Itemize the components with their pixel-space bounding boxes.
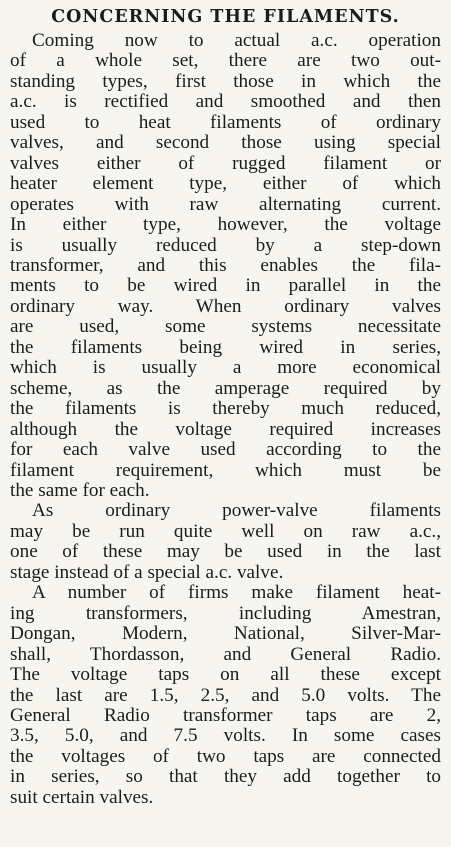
article-line: suit certain valves. xyxy=(10,787,154,808)
article-line: scheme, as the amperage required by xyxy=(10,378,441,399)
article-line: ing transformers, including Amestran, xyxy=(10,603,441,624)
article-line: shall, Thordasson, and General Radio. xyxy=(10,644,441,665)
article-line: heater element type, either of which xyxy=(10,174,441,195)
article-line: although the voltage required increases xyxy=(10,419,441,440)
article-line: used to heat filaments of ordinary xyxy=(10,112,441,133)
article-line: the same for each. xyxy=(10,480,150,501)
article-line: may be run quite well on raw a.c., xyxy=(10,521,441,542)
article-line: the voltages of two taps are connected xyxy=(10,746,441,767)
article-line: stage instead of a special a.c. valve. xyxy=(10,562,284,583)
article-line: one of these may be used in the last xyxy=(10,542,441,563)
article-paragraph xyxy=(10,501,441,583)
article-line: standing types, first those in which the xyxy=(10,71,441,92)
article-headline: CONCERNING THE FILAMENTS. xyxy=(51,7,400,27)
article-line: valves, and second those using special xyxy=(10,133,441,154)
article-line: ordinary way. When ordinary valves xyxy=(10,296,441,317)
article-line: the last are 1.5, 2.5, and 5.0 volts. The xyxy=(10,685,441,706)
article-line: transformer, and this enables the fila- xyxy=(10,255,441,276)
article-line: valves either of rugged filament or xyxy=(10,153,441,174)
article-line: Dongan, Modern, National, Silver-Mar- xyxy=(10,624,441,645)
article-paragraph xyxy=(10,583,441,808)
article-line: is usually reduced by a step-down xyxy=(10,235,441,256)
article-line: The voltage taps on all these except xyxy=(10,665,441,686)
article-paragraph xyxy=(10,31,441,501)
article-line: General Radio transformer taps are 2, xyxy=(10,705,441,726)
article-line: A number of firms make filament heat- xyxy=(32,583,441,604)
article-line: As ordinary power-valve filaments xyxy=(32,501,441,522)
article-line: are used, some systems necessitate xyxy=(10,317,441,338)
article-line: which is usually a more economical xyxy=(10,358,441,379)
article-line: for each valve used according to the xyxy=(10,440,441,461)
article-line: a.c. is rectified and smoothed and then xyxy=(10,92,441,113)
article-body xyxy=(10,31,441,808)
article-line: of a whole set, there are two out- xyxy=(10,51,441,72)
article-line: Coming now to actual a.c. operation xyxy=(32,31,441,51)
article-line: the filaments being wired in series, xyxy=(10,337,441,358)
article-line: in series, so that they add together to xyxy=(10,767,441,788)
article-line: the filaments is thereby much reduced, xyxy=(10,399,441,420)
article-line: filament requirement, which must be xyxy=(10,460,441,481)
article-line: In either type, however, the voltage xyxy=(10,215,441,236)
article-line: ments to be wired in parallel in the xyxy=(10,276,441,297)
article-line: operates with raw alternating current. xyxy=(10,194,441,215)
article-line: 3.5, 5.0, and 7.5 volts. In some cases xyxy=(10,726,441,747)
